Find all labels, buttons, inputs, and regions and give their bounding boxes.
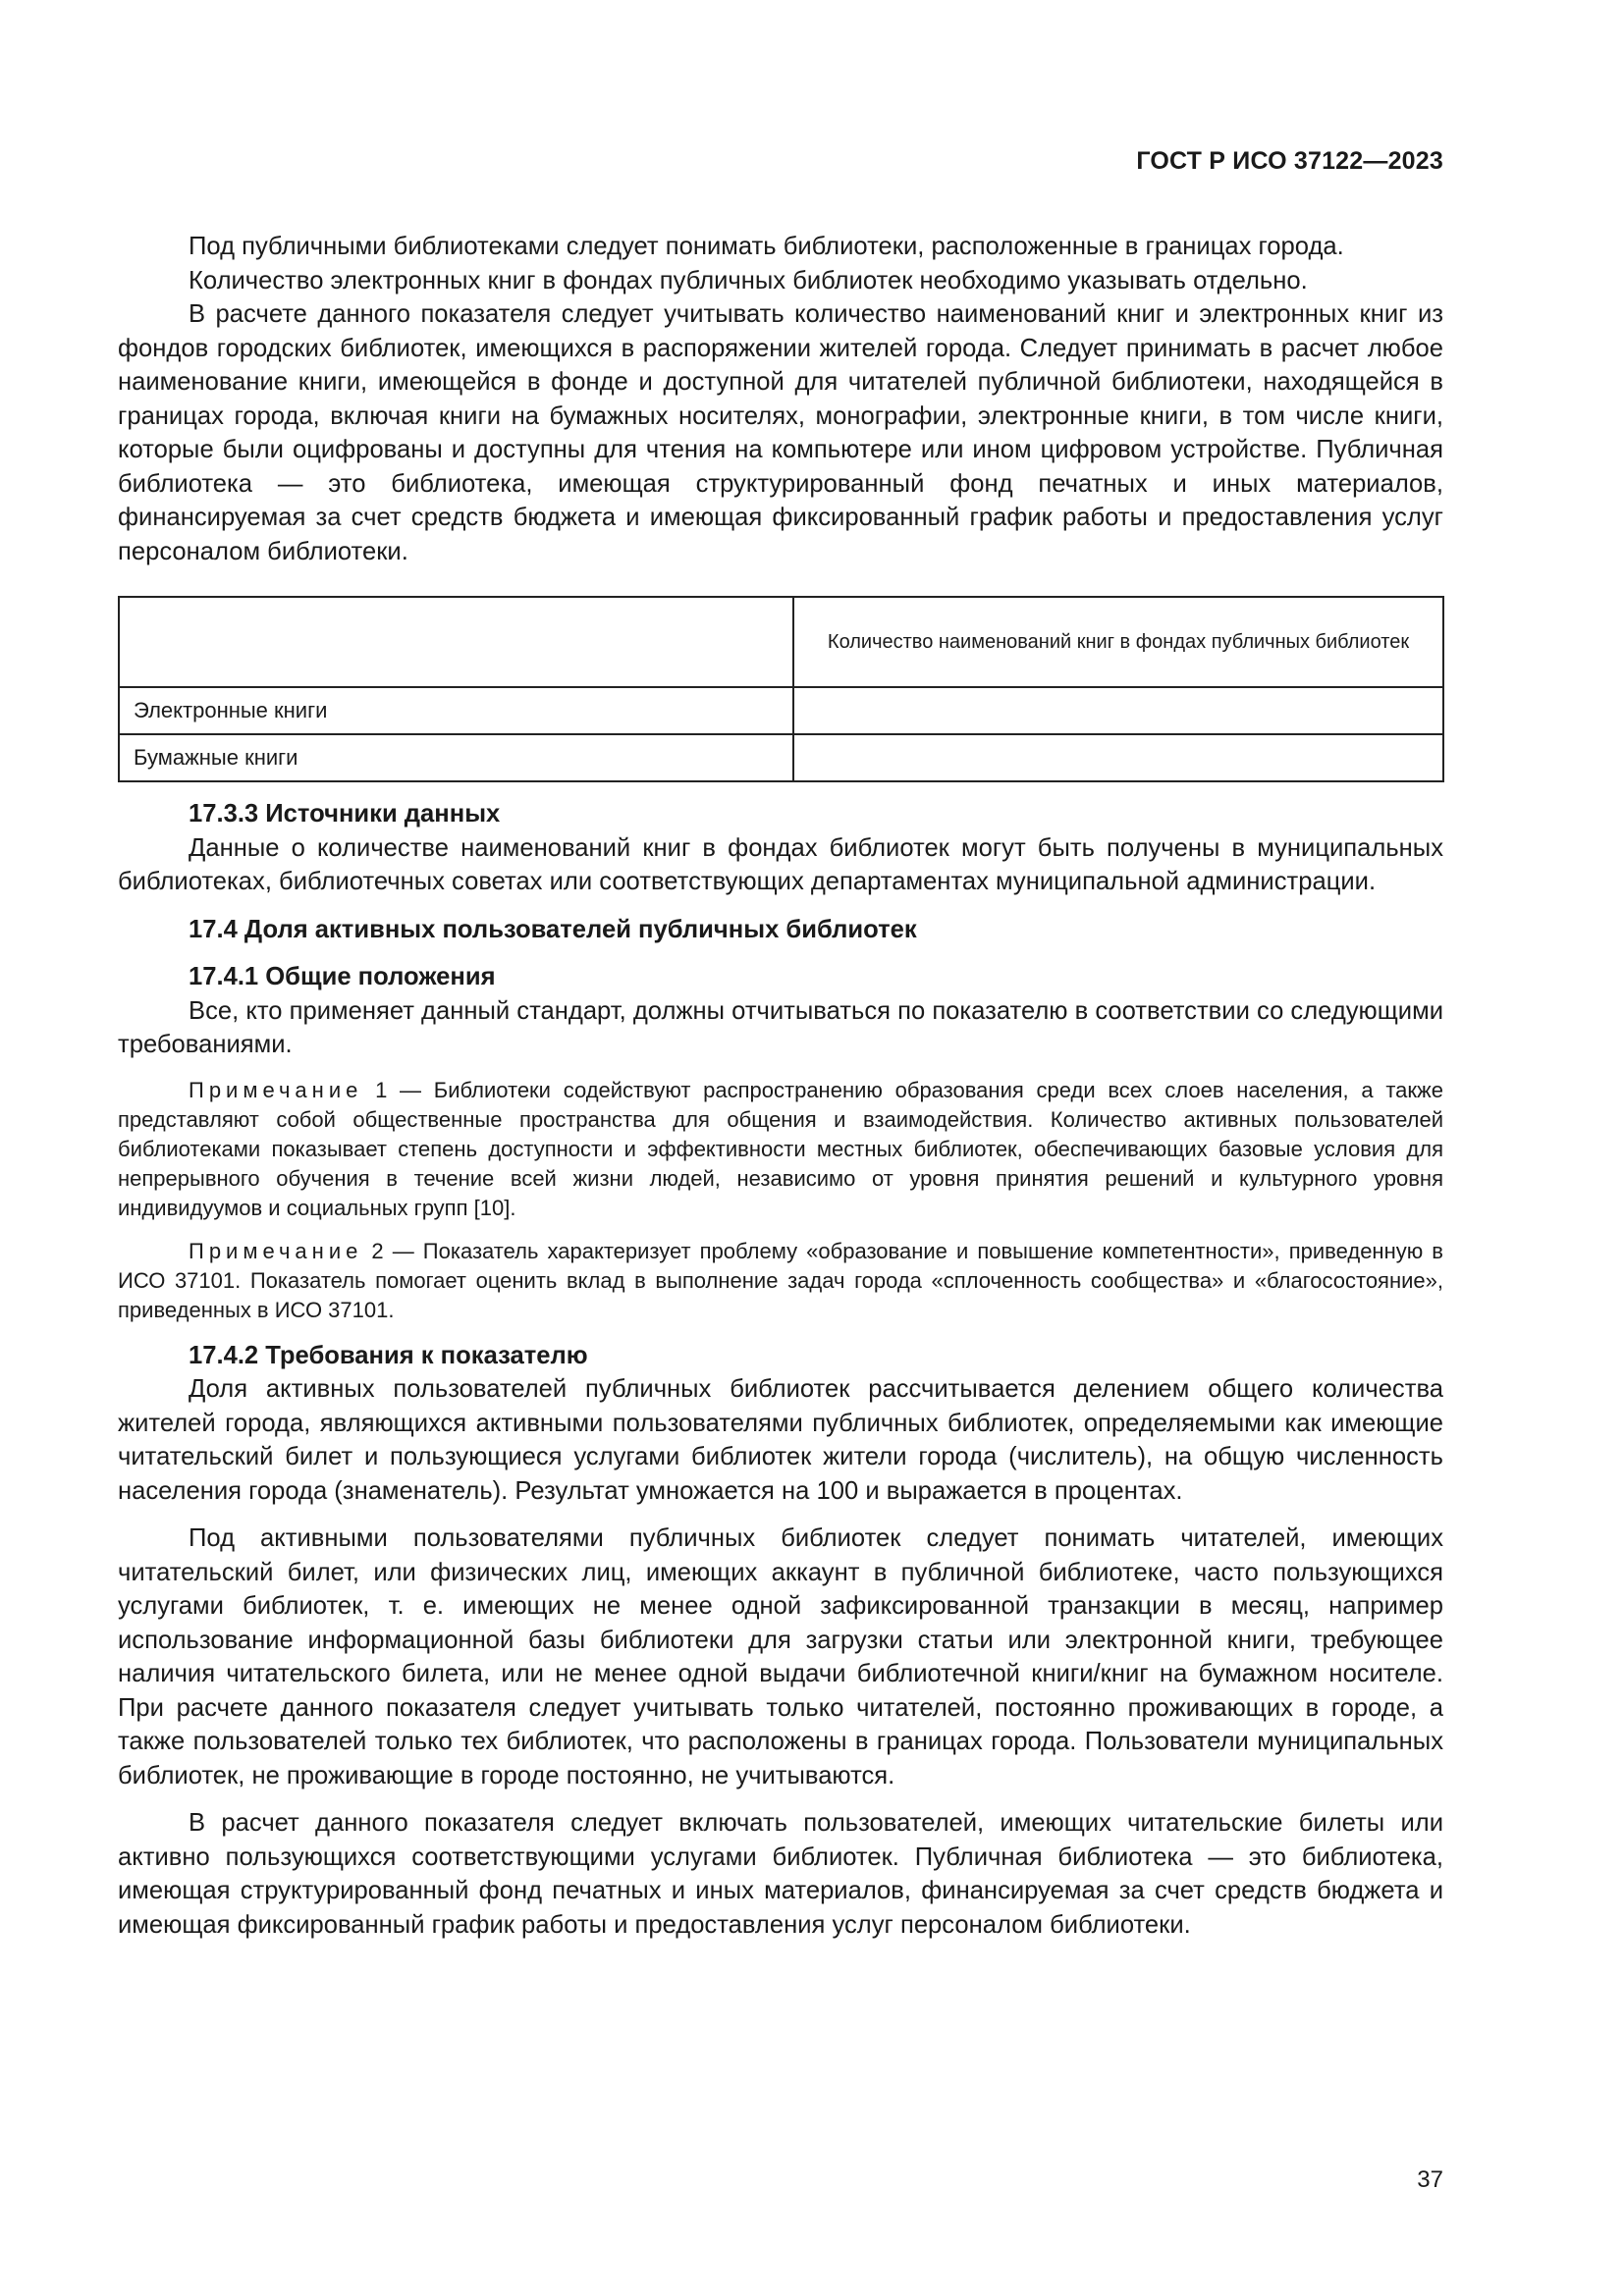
table-corner-cell <box>119 597 793 687</box>
main-section <box>118 797 1443 1942</box>
table-row-label: Электронные книги <box>119 687 793 734</box>
section-heading-17-4: 17.4 Доля активных пользователей публичных библиотек <box>189 915 917 943</box>
note-1-label: Примечание <box>189 1077 363 1102</box>
book-count-table <box>118 596 1444 782</box>
section-heading-17-3-3: 17.3.3 Источники данных <box>189 800 501 828</box>
table-row <box>119 687 1443 734</box>
note-1 <box>118 1076 1443 1223</box>
section-17-4-2-paragraph-1: Доля активных пользователей публичных библиотек рассчитывается делением общего количества жителей города, являющихся активными пользователями публичных библиотек, определяемыми как имеющие читательский билет и пользующиеся услугами библиотек жители города (числитель), на общую численность населения города (знаменатель). Результат умножается на 100 и выражается в процентах. <box>118 1375 1443 1505</box>
table-row <box>119 734 1443 781</box>
table-row-value <box>793 734 1443 781</box>
note-1-text: 1 — Библиотеки содействуют распространению образования среди всех слоев населения, а также представляют собой общественные пространства для общения и взаимодействия. Количество активных пользователей библиотеками показывает степень доступности и эффективности местных библиотек, обеспечивающих базовые условия для непрерывного обучения в течение всей жизни людей, независимо от уровня принятия решений и культурного уровня индивидуумов и социальных групп [10]. <box>118 1077 1443 1220</box>
intro-paragraph-2: Количество электронных книг в фондах публичных библиотек необходимо указывать отдельно. <box>189 266 1308 294</box>
table-row-label: Бумажные книги <box>119 734 793 781</box>
intro-paragraph-1: Под публичными библиотеками следует понимать библиотеки, расположенные в границах города. <box>189 233 1344 260</box>
note-2 <box>118 1237 1443 1325</box>
intro-paragraph-3: В расчете данного показателя следует учитывать количество наименований книг и электронных книг из фондов городских библиотек, имеющихся в распоряжении жителей города. Следует принимать в расчет любое наименование книги, имеющейся в фонде и доступной для читателей публичной библиотеки, находящейся в границах города, включая книги на бумажных носителях, монографии, электронные книги, в том числе книги, которые были оцифрованы и доступны для чтения на компьютере или ином цифровом устройстве. Публичная библиотека — это библиотека, имеющая структурированный фонд печатных и иных материалов, финансируемая за счет средств бюджета и имеющая фиксированный график работы и предоставления услуг персоналом библиотеки. <box>118 300 1443 565</box>
section-heading-17-4-1: 17.4.1 Общие положения <box>189 963 496 990</box>
document-header: ГОСТ Р ИСО 37122—2023 <box>1136 147 1443 175</box>
note-2-label: Примечание <box>189 1238 363 1263</box>
section-heading-17-4-2: 17.4.2 Требования к показателю <box>189 1341 588 1369</box>
table-row-value <box>793 687 1443 734</box>
table-column-header: Количество наименований книг в фондах публичных библиотек <box>793 597 1443 687</box>
section-17-4-1-text: Все, кто применяет данный стандарт, должны отчитываться по показателю в соответствии со следующими требованиями. <box>118 996 1443 1058</box>
section-17-4-2-paragraph-2: Под активными пользователями публичных библиотек следует понимать читателей, имеющих читательский билет, или физических лиц, имеющих аккаунт в публичной библиотеке, часто пользующихся услугами библиотек, т. е. имеющих не менее одной зафиксированной транзакции в месяц, например использование информационной базы библиотеки для загрузки статьи или электронной книги, требующее наличия читательского билета, или не менее одной выдачи библиотечной книги/книг на бумажном носителе. При расчете данного показателя следует учитывать только читателей, постоянно проживающих в городе, а также пользователей только тех библиотек, что расположены в границах города. Пользователи муниципальных библиотек, не проживающие в городе постоянно, не учитываются. <box>118 1524 1443 1789</box>
section-17-3-3-text: Данные о количестве наименований книг в фондах библиотек могут быть получены в муниципальных библиотеках, библиотечных советах или соответствующих департаментах муниципальной администрации. <box>118 833 1443 895</box>
intro-section <box>118 230 1443 568</box>
note-2-text: 2 — Показатель характеризует проблему «образование и повышение компетентности», приведенную в ИСО 37101. Показатель помогает оценить вклад в выполнение задач города «сплоченность сообщества» и «благосостояние», приведенных в ИСО 37101. <box>118 1238 1443 1322</box>
page-number: 37 <box>1417 2166 1443 2193</box>
section-17-4-2-paragraph-3: В расчет данного показателя следует включать пользователей, имеющих читательские билеты или активно пользующихся соответствующими услугами библиотек. Публичная библиотека — это библиотека, имеющая структурированный фонд печатных и иных материалов, финансируемая за счет средств бюджета и имеющая фиксированный график работы и предоставления услуг персоналом библиотеки. <box>118 1809 1443 1939</box>
